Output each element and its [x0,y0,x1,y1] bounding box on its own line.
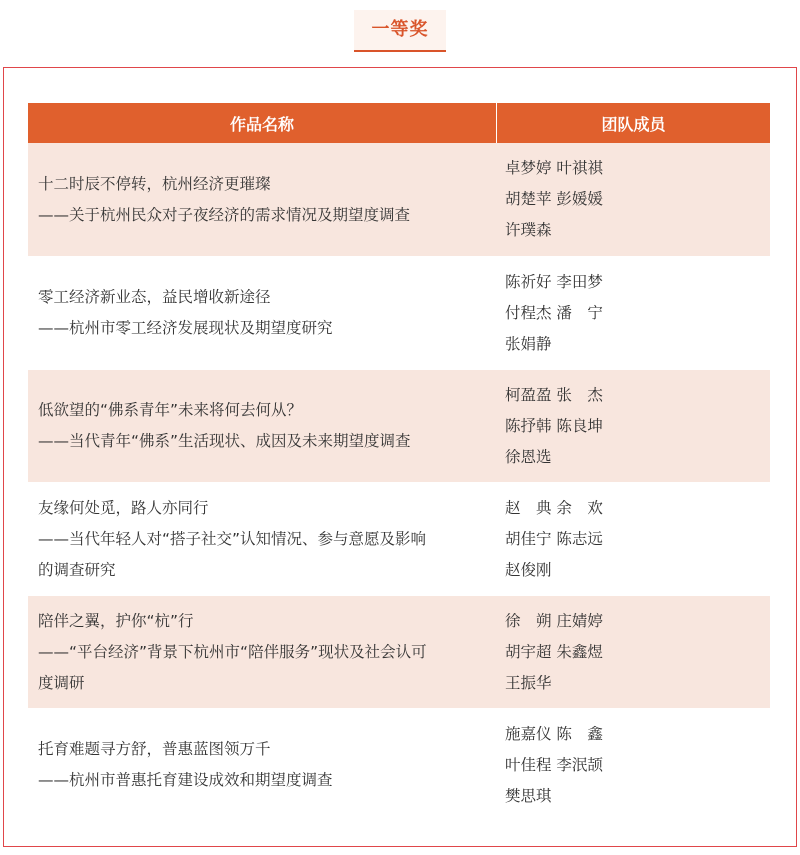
team-member-line: 许璞森 [505,221,552,239]
table-row [28,143,770,256]
work-name-line: ——当代青年“佛系”生活现状、成因及未来期望度调查 [38,432,411,450]
work-name-line: 零工经济新业态，益民增收新途径 [38,288,271,306]
work-name-line: 十二时辰不停转，杭州经济更璀璨 [38,174,271,193]
team-member-line: 叶佳程 李泯颉 [505,755,603,774]
team-members-cell [497,596,770,708]
work-name-cell [28,143,497,256]
award-table [28,103,770,821]
table-row [28,482,770,595]
team-member-line: 王振华 [505,673,552,692]
work-name-line: ——杭州市普惠托育建设成效和期望度调查 [38,771,333,789]
work-name-line: 低欲望的“佛系青年”未来将何去何从？ [38,401,303,419]
team-members-cell [497,483,770,595]
table-body [28,143,770,821]
work-name-cell [28,370,497,482]
team-member-line: 樊思琪 [505,786,552,805]
header-team-members: 团队成员 [601,114,666,134]
team-member-line: 赵俊刚 [505,560,552,579]
work-name-line: 度调研 [38,673,85,692]
work-name-line: 友缘何处觅，路人亦同行 [38,498,209,517]
team-member-line: 付程杰 潘 宁 [505,303,603,322]
team-member-line: 陈抒韩 陈良坤 [505,416,603,435]
work-name-line: 陪伴之翼，护你“杭”行 [38,611,194,630]
work-name-cell [28,483,497,595]
team-member-line: 陈祈好 李田梦 [505,272,603,291]
team-member-line: 胡宇超 朱鑫煜 [505,642,603,661]
team-members-cell [497,257,770,369]
work-name-cell [28,596,497,708]
table-header [28,103,770,143]
award-title-tab [354,10,446,52]
team-members-cell [497,370,770,482]
work-name-line: 托育难题寻方舒，普惠蓝图领万千 [38,740,271,758]
team-member-line: 胡楚苹 彭媛媛 [505,190,603,208]
team-member-line: 柯盈盈 张 杰 [505,385,603,404]
header-work-name: 作品名称 [28,103,497,143]
team-member-line: 张娟静 [505,334,552,353]
team-member-line: 胡佳宁 陈志远 [505,529,603,548]
team-member-line: 卓梦婷 叶祺祺 [505,159,603,177]
work-name-cell [28,709,497,821]
table-row [28,369,770,482]
team-member-line: 施嘉仪 陈 鑫 [505,724,603,743]
team-member-line: 徐 朔 庄婧婷 [505,611,603,630]
work-name-line: ——当代年轻人对“搭子社交”认知情况、参与意愿及影响 [38,529,427,548]
award-title-underline [354,50,446,52]
table-row [28,256,770,369]
team-members-cell [497,709,770,821]
award-title: 一等奖 [371,19,429,40]
table-row [28,595,770,708]
work-name-cell [28,257,497,369]
work-name-line: ——杭州市零工经济发展现状及期望度研究 [38,319,333,337]
work-name-line: 的调查研究 [38,560,116,579]
table-row [28,708,770,821]
team-members-cell [497,143,770,256]
work-name-line: ——“平台经济”背景下杭州市“陪伴服务”现状及社会认可 [38,642,427,661]
team-member-line: 赵 典 余 欢 [505,498,603,517]
work-name-line: ——关于杭州民众对子夜经济的需求情况及期望度调查 [38,205,411,224]
team-member-line: 徐恩选 [505,447,552,466]
